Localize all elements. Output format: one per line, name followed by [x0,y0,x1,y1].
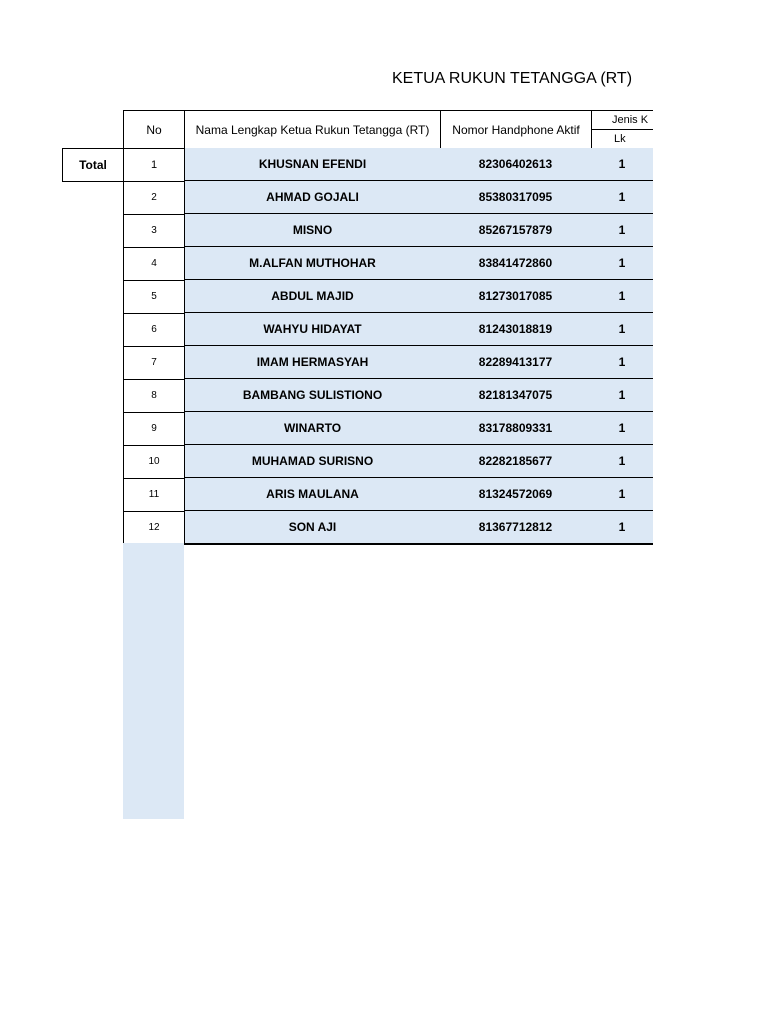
row-phone: 82282185677 [440,445,592,479]
row-no: 11 [123,478,185,512]
row-gender-lk: 1 [591,412,653,446]
row-no: 2 [123,181,185,215]
row-gender-lk: 1 [591,379,653,413]
row-phone: 81273017085 [440,280,592,314]
row-phone: 83178809331 [440,412,592,446]
row-name: WINARTO [184,412,441,446]
row-gender-lk: 1 [591,313,653,347]
no-column-fill [123,543,184,819]
row-no: 1 [123,148,185,182]
row-name: MUHAMAD SURISNO [184,445,441,479]
page-title: KETUA RUKUN TETANGGA (RT) [392,70,633,87]
row-phone: 82306402613 [440,148,592,182]
row-no: 6 [123,313,185,347]
row-phone: 82289413177 [440,346,592,380]
row-gender-lk: 1 [591,445,653,479]
row-name: AHMAD GOJALI [184,181,441,215]
row-name: WAHYU HIDAYAT [184,313,441,347]
row-gender-lk: 1 [591,280,653,314]
row-no: 7 [123,346,185,380]
row-no: 3 [123,214,185,248]
row-no: 10 [123,445,185,479]
row-no: 9 [123,412,185,446]
row-name: ABDUL MAJID [184,280,441,314]
row-gender-lk: 1 [591,181,653,215]
header-gender-lk: Lk [591,129,653,149]
row-name: KHUSNAN EFENDI [184,148,441,182]
row-name: M.ALFAN MUTHOHAR [184,247,441,281]
row-phone: 85380317095 [440,181,592,215]
row-gender-lk: 1 [591,511,653,545]
total-label: Total [62,148,124,182]
header-gender-group: Jenis K [591,110,653,130]
row-phone: 83841472860 [440,247,592,281]
header-phone: Nomor Handphone Aktif [440,110,592,149]
row-gender-lk: 1 [591,478,653,512]
row-no: 4 [123,247,185,281]
row-gender-lk: 1 [591,247,653,281]
row-phone: 81324572069 [440,478,592,512]
row-no: 5 [123,280,185,314]
row-gender-lk: 1 [591,346,653,380]
row-name: BAMBANG SULISTIONO [184,379,441,413]
row-name: MISNO [184,214,441,248]
row-name: SON AJI [184,511,441,545]
header-name: Nama Lengkap Ketua Rukun Tetangga (RT) [184,110,441,149]
row-phone: 81367712812 [440,511,592,545]
header-no: No [123,110,185,149]
row-no: 8 [123,379,185,413]
row-no: 12 [123,511,185,545]
row-gender-lk: 1 [591,214,653,248]
row-phone: 81243018819 [440,313,592,347]
row-name: IMAM HERMASYAH [184,346,441,380]
row-phone: 82181347075 [440,379,592,413]
row-gender-lk: 1 [591,148,653,182]
row-phone: 85267157879 [440,214,592,248]
row-name: ARIS MAULANA [184,478,441,512]
